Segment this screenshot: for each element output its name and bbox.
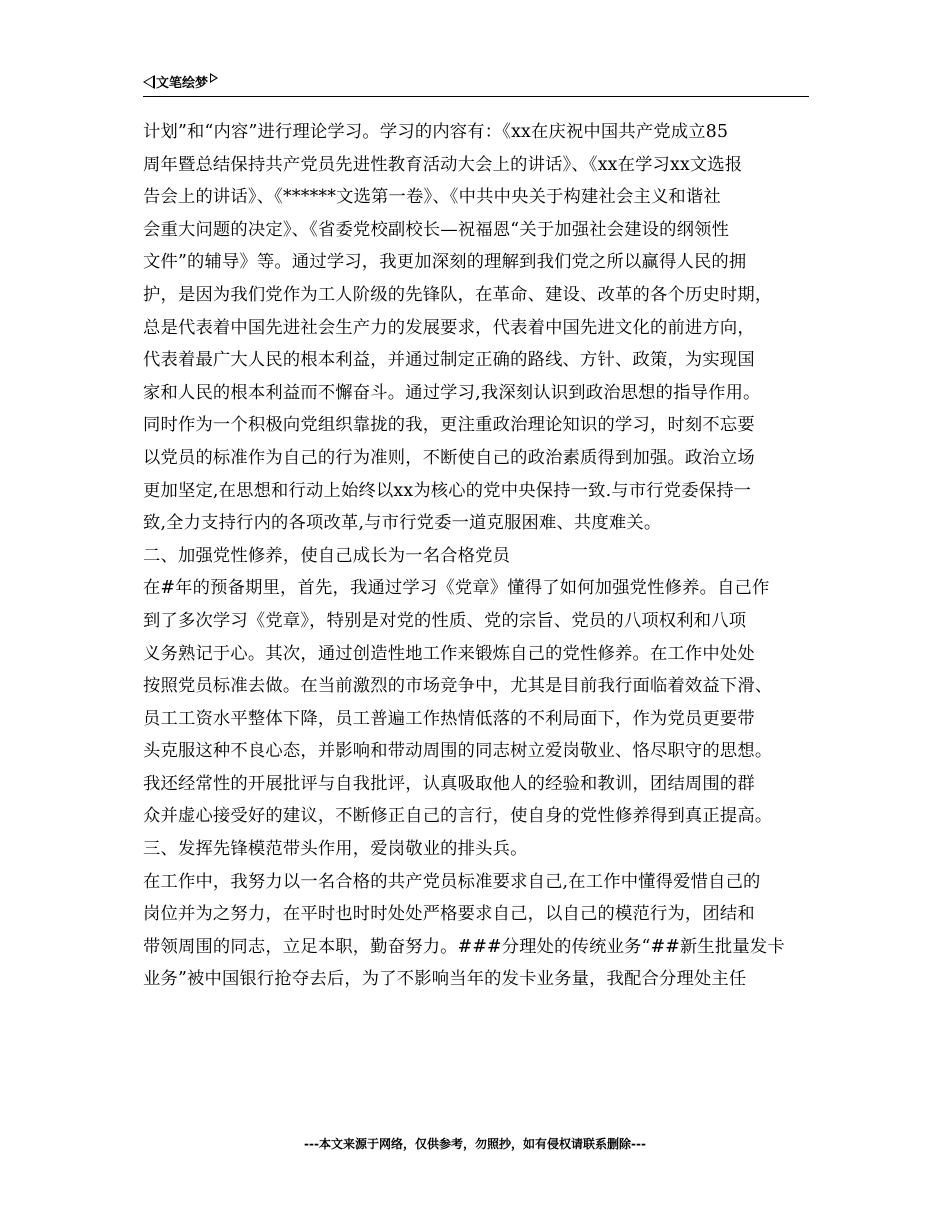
brand-text: 文笔绘梦 <box>156 76 209 91</box>
body-line: 家和人民的根本利益而不懈奋斗。通过学习,我深刻认识到政治思想的指导作用。 <box>143 382 761 403</box>
header-brand <box>143 72 218 91</box>
body-line: 文件”的辅导》等。通过学习，我更加深刻的理解到我们党之所以赢得人民的拥 <box>143 252 747 273</box>
body-line: 在工作中，我努力以一名合格的共产党员标准要求自己,在工作中懂得爱惜自己的 <box>143 871 761 892</box>
body-line: 我还经常性的开展批评与自我批评，认真吸取他人的经验和教训，团结周围的群 <box>143 773 755 794</box>
body-line: 周年暨总结保持共产党员先进性教育活动大会上的讲话》、《xx在学习xx文选报 <box>143 154 743 175</box>
body-line: 总是代表着中国先进社会生产力的发展要求，代表着中国先进文化的前进方向， <box>143 317 755 338</box>
page-footer: ---本文来源于网络，仅供参考，勿照抄，如有侵权请联系删除--- <box>304 1137 646 1151</box>
body-line: 同时作为一个积极向党组织靠拢的我，更注重政治理论知识的学习，时刻不忘要 <box>143 415 755 436</box>
body-line: 以党员的标准作为自己的行为准则，不断使自己的政治素质得到加强。政治立场 <box>143 447 755 468</box>
right-triangle-icon <box>210 73 218 83</box>
left-triangle-icon <box>143 75 155 89</box>
body-line: 岗位并为之努力，在平时也时时处处严格要求自己，以自己的模范行为，团结和 <box>143 904 755 925</box>
body-line: 按照党员标准去做。在当前激烈的市场竞争中，尤其是目前我行面临着效益下滑、 <box>143 676 773 697</box>
body-line: 到了多次学习《党章》，特别是对党的性质、党的宗旨、党员的八项权利和八项 <box>143 610 747 631</box>
body-line: 众并虚心接受好的建议，不断修正自己的言行，使自身的党性修养得到真正提高。 <box>143 806 773 827</box>
body-line: 带领周围的同志，立足本职，勤奋努力。###分理处的传统业务“##新生批量发卡 <box>143 936 785 957</box>
body-line: 计划”和“内容”进行理论学习。学习的内容有：《xx在庆祝中国共产党成立85 <box>143 122 729 142</box>
body-line: 致,全力支持行内的各项改革,与市行党委一道克服困难、共度难关。 <box>143 513 662 534</box>
section-heading: 二、加强党性修养，使自己成长为一名合格党员 <box>143 545 511 566</box>
body-line: 在#年的预备期里，首先，我通过学习《党章》懂得了如何加强党性修养。自己作 <box>143 578 770 599</box>
body-line: 代表着最广大人民的根本利益，并通过制定正确的路线、方针、政策，为实现国 <box>143 350 755 371</box>
body-line: 义务熟记于心。其次，通过创造性地工作来锻炼自己的党性修养。在工作中处处 <box>143 643 755 664</box>
body-line: 护，是因为我们党作为工人阶级的先锋队，在革命、建设、改革的各个历史时期， <box>143 284 773 305</box>
body-line: 会重大问题的决定》、《省委党校副校长—祝福恩“关于加强社会建设的纲领性 <box>143 219 730 240</box>
body-line: 业务”被中国银行抢夺去后，为了不影响当年的发卡业务量，我配合分理处主任 <box>143 969 747 990</box>
section-heading: 三、发挥先锋模范带头作用，爱岗敬业的排头兵。 <box>143 839 528 860</box>
body-line: 告会上的讲话》、《******文选第一卷》、《中共中央关于构建社会主义和谐社 <box>143 187 721 208</box>
page-header <box>143 70 809 97</box>
body-line: 员工工资水平整体下降，员工普遍工作热情低落的不利局面下，作为党员更要带 <box>143 708 755 729</box>
body-line: 头克服这种不良心态，并影响和带动周围的同志树立爱岗敬业、恪尽职守的思想。 <box>143 741 773 762</box>
body-line: 更加坚定,在思想和行动上始终以xx为核心的党中央保持一致.与市行党委保持一 <box>143 480 752 501</box>
document-body <box>143 116 823 996</box>
